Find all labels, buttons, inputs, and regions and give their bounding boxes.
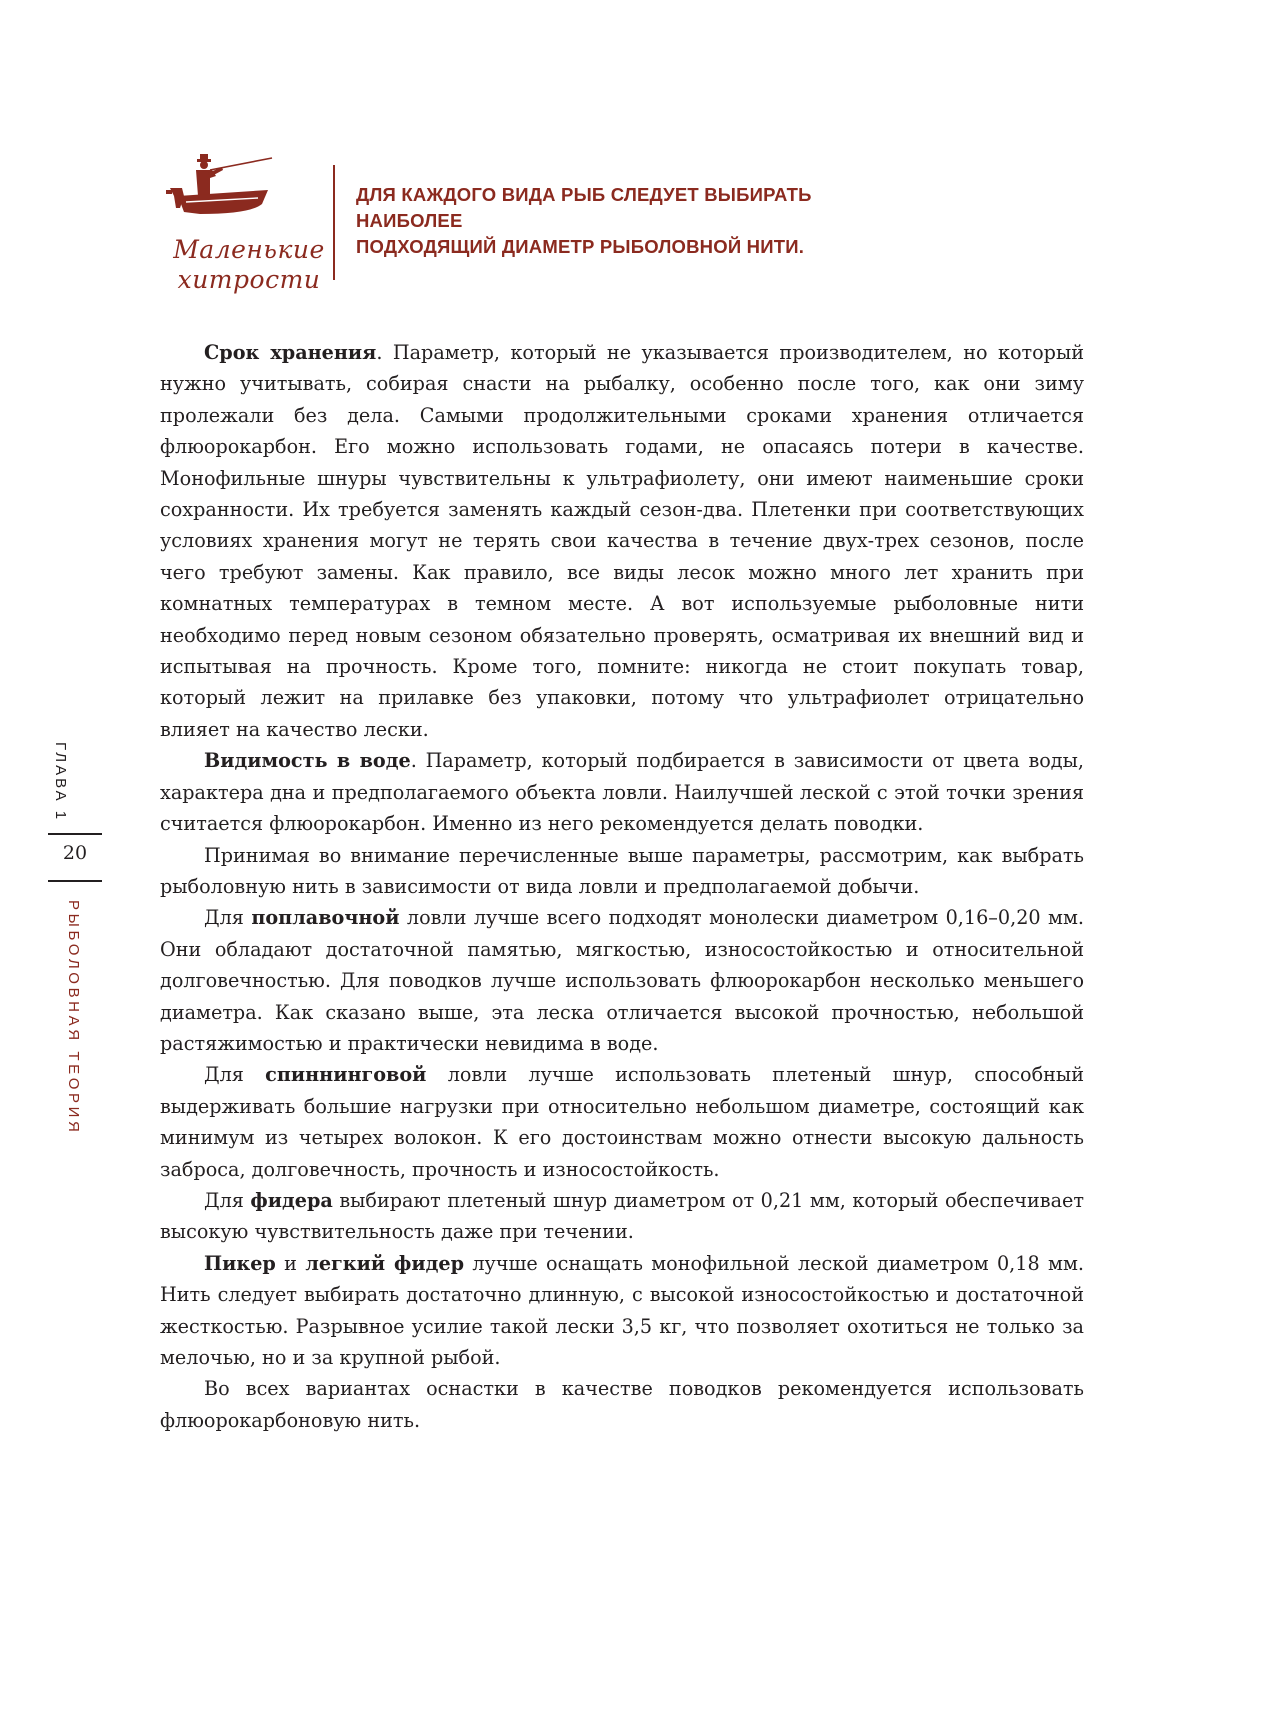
- body-text: [160, 337, 1084, 1436]
- page-number-rule-top: [48, 833, 102, 835]
- paragraph-picker: [160, 1248, 1084, 1374]
- tip-text: [356, 182, 916, 260]
- tip-divider: [333, 165, 335, 280]
- paragraph-lead: Для: [204, 1063, 266, 1087]
- paragraph-visibility: [160, 745, 1084, 839]
- term-light-feeder: легкий фидер: [305, 1251, 464, 1275]
- paragraph-text: Принимая во внимание перечисленные выше параметры, рассмотрим, как выбрать рыболовную нить в зависимости от вида ловли и предполагаемой добычи.: [160, 843, 1084, 898]
- tip-text-line2: ПОДХОДЯЩИЙ ДИАМЕТР РЫБОЛОВНОЙ НИТИ.: [356, 236, 805, 257]
- term-visibility: Видимость в воде: [204, 749, 411, 773]
- chapter-label: ГЛАВА 1: [52, 742, 69, 823]
- section-label: РЫБОЛОВНАЯ ТЕОРИЯ: [65, 900, 82, 1136]
- paragraph-lead: Для: [204, 1188, 251, 1212]
- paragraph-text: Во всех вариантах оснастки в качестве поводков рекомендуется использовать флюорокарбоновую нить.: [160, 1377, 1084, 1432]
- tip-caption-line1: Маленькие: [173, 235, 325, 264]
- term-feeder: фидера: [250, 1188, 333, 1212]
- paragraph-storage-life: [160, 337, 1084, 745]
- term-picker: Пикер: [204, 1251, 276, 1275]
- paragraph-text: . Параметр, который не указывается производителем, но который нужно учитывать, собирая снасти на рыбалку, особенно после того, как они зиму пролежали без дела. Самыми продолжительными сроками хранения отличается флюорокарбон. Его можно использовать годами, не опасаясь потери в качестве. Монофильные шнуры чувствительны к ультрафиолету, они имеют наименьшие сроки сохранности. Их требуется заменять каждый сезон-два. Плетенки при соответствующих условиях хранения могут не терять свои качества в течение двух-трех сезонов, после чего требуют замены. Как правило, все виды лесок можно много лет хранить при комнатных температурах в темном месте. А вот используемые рыболовные нити необходимо перед новым сезоном обязательно проверять, осматривая их внешний вид и испытывая на прочность. Кроме того, помните: никогда не стоит покупать товар, который лежит на прилавке без упаковки, потому что ультрафиолет отрицательно влияет на качество лески.: [160, 341, 1085, 741]
- tip-caption-line2: хитрости: [177, 265, 321, 294]
- paragraph-text: выбирают плетеный шнур диаметром от 0,21 мм, который обеспечивает высокую чувствительность даже при течении.: [160, 1188, 1084, 1244]
- term-storage-life: Срок хранения: [204, 341, 377, 364]
- paragraph-float-fishing: [160, 902, 1084, 1059]
- page-number-rule-bottom: [48, 880, 102, 882]
- paragraph-intro: [160, 840, 1084, 903]
- tip-box: [150, 150, 350, 294]
- tip-caption: [164, 235, 334, 295]
- paragraph-lead: Для: [204, 906, 252, 930]
- paragraph-feeder: [160, 1185, 1084, 1248]
- term-float: поплавочной: [251, 906, 400, 930]
- paragraph-text: ловли лучше использовать плетеный шнур, способный выдерживать большие нагрузки при относительно небольшом диаметре, состоящий как минимум из четырех волокон. К его достоинствам можно отнести высокую дальность заброса, долговечность, прочность и износостойкость.: [160, 1063, 1084, 1181]
- paragraph-text: . Параметр, который подбирается в зависимости от цвета воды, характера дна и предполагаемого объекта ловли. Наилучшей леской с этой точки зрения считается флюорокарбон. Именно из него рекомендуется делать поводки.: [160, 749, 1084, 836]
- paragraph-connector: и: [275, 1251, 306, 1275]
- paragraph-spinning: [160, 1059, 1084, 1185]
- term-spinning: спиннинговой: [265, 1063, 427, 1087]
- paragraph-text: лучше оснащать монофильной леской диаметром 0,18 мм. Нить следует выбирать достаточно длинную, с высокой износостойкостью и достаточной жесткостью. Разрывное усилие такой лески 3,5 кг, что позволяет охотиться не только за мелочью, но и за крупной рыбой.: [160, 1251, 1084, 1369]
- paragraph-leaders: [160, 1373, 1084, 1436]
- paragraph-text: ловли лучше всего подходят монолески диаметром 0,16–0,20 мм. Они обладают достаточной памятью, мягкостью, износостойкостью и относительной долговечностью. Для поводков лучше использовать флюорокарбон несколько меньшего диаметра. Как сказано выше, эта леска отличается высокой прочностью, небольшой растяжимостью и практически невидима в воде.: [160, 906, 1085, 1055]
- tip-text-line1: ДЛЯ КАЖДОГО ВИДА РЫБ СЛЕДУЕТ ВЫБИРАТЬ НАИБОЛЕЕ: [356, 184, 812, 231]
- page-number: 20: [62, 842, 88, 864]
